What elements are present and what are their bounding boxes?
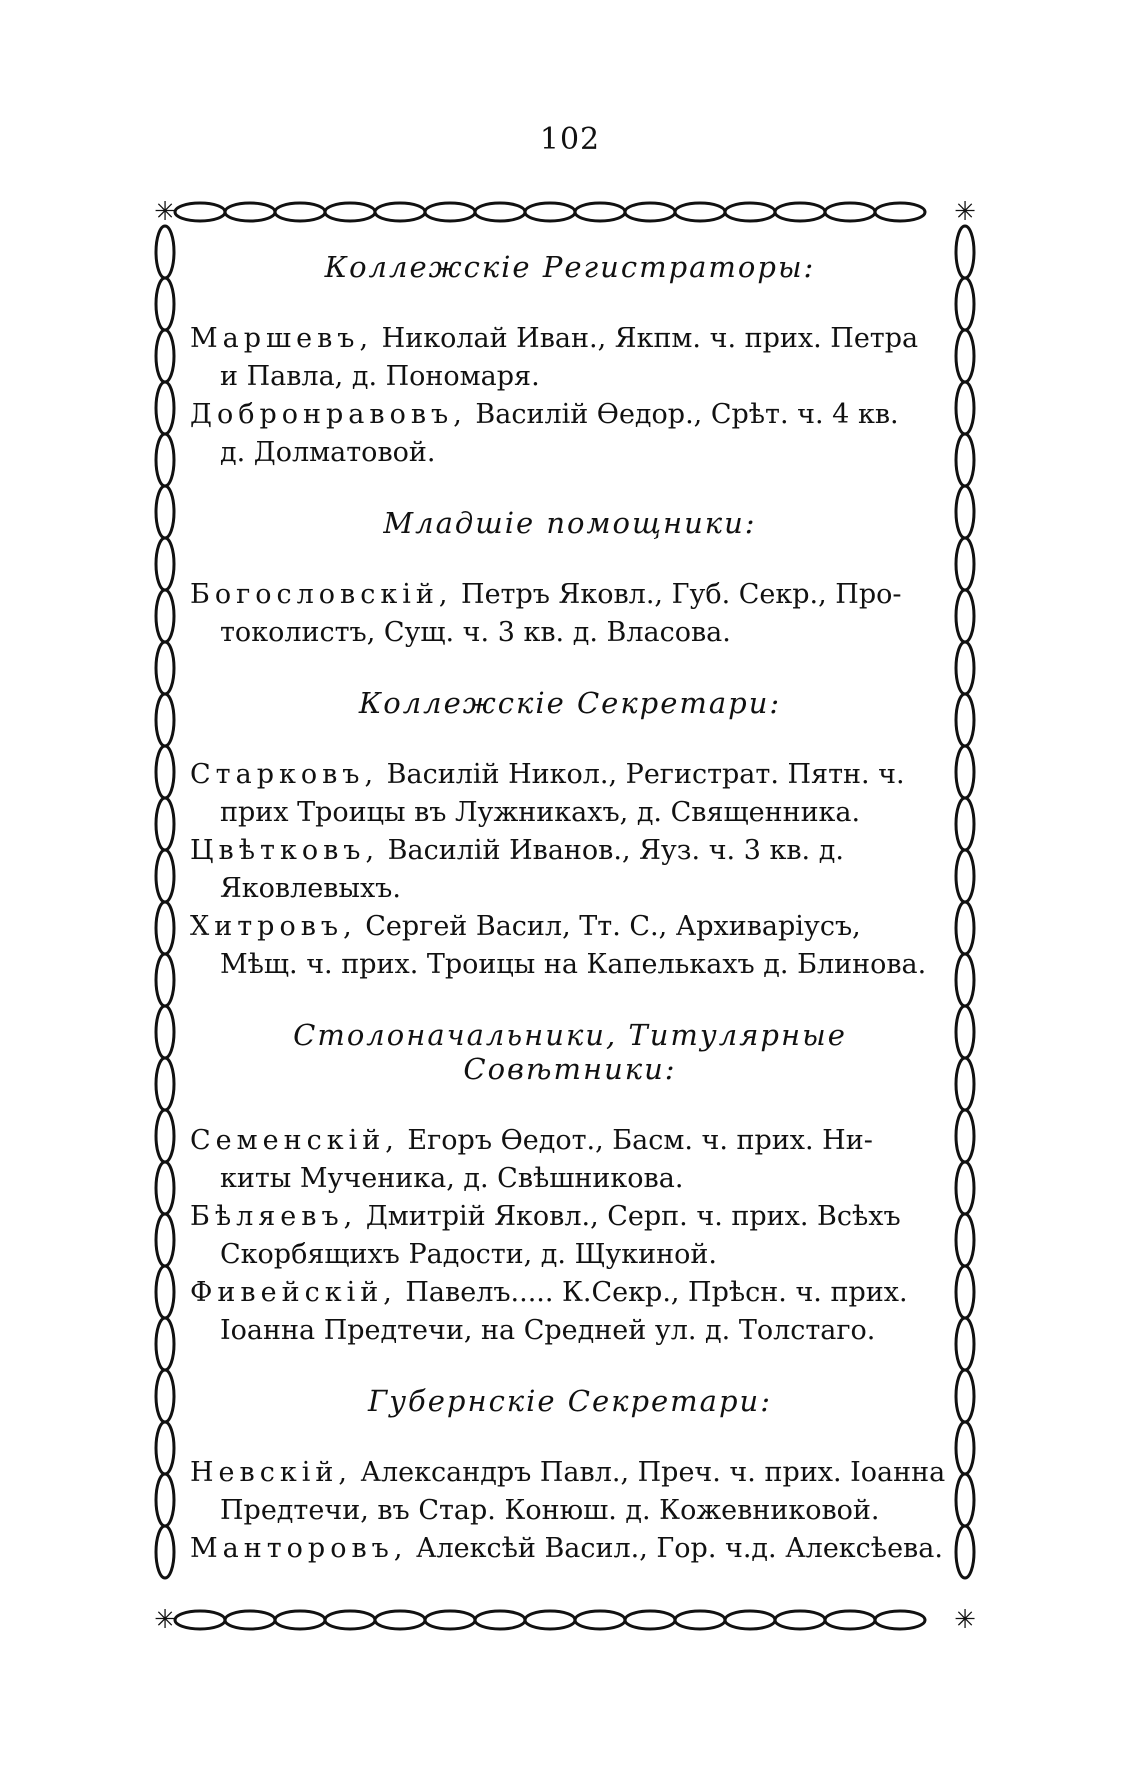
chain-link [956, 1474, 974, 1526]
chain-link [475, 203, 525, 221]
chain-link [375, 203, 425, 221]
chain-link [156, 746, 174, 798]
chain-link [956, 590, 974, 642]
chain-link [156, 330, 174, 382]
chain-link [956, 434, 974, 486]
chain-link [725, 203, 775, 221]
chain-link [156, 954, 174, 1006]
entry-continuation: д. Долматовой. [220, 437, 436, 468]
chain-link [325, 1611, 375, 1629]
chain-link [156, 850, 174, 902]
register-entry [190, 756, 950, 832]
chain-link [575, 203, 625, 221]
chain-link [956, 1318, 974, 1370]
chain-link [156, 1474, 174, 1526]
chain-link [825, 1611, 875, 1629]
section [190, 506, 950, 686]
chain-link [156, 798, 174, 850]
entry-details: Алексѣй Васил., Гор. ч.д. Алексѣева. [416, 1533, 943, 1564]
entry-continuation: и Павла, д. Пономаря. [220, 361, 540, 392]
chain-link [156, 278, 174, 330]
entry-continuation: Скорбящихъ Радости, д. Щукиной. [220, 1239, 717, 1270]
chain-link [175, 1611, 225, 1629]
register-entry [190, 1530, 950, 1568]
section [190, 686, 950, 1018]
entry-continuation: Предтечи, въ Стар. Конюш. д. Кожевниковой. [220, 1495, 880, 1526]
chain-link [675, 1611, 725, 1629]
entry-surname: Невскій, [190, 1457, 352, 1488]
chain-link [956, 1526, 974, 1578]
entry-details: Егоръ Өедот., Басм. ч. прих. Ни- [407, 1125, 873, 1156]
chain-link [956, 1266, 974, 1318]
entry-surname: Маршевъ, [190, 323, 374, 354]
register-entry [190, 908, 950, 984]
chain-link [425, 1611, 475, 1629]
entry-surname: Фивейскій, [190, 1277, 397, 1308]
chain-link [156, 694, 174, 746]
chain-link [156, 590, 174, 642]
chain-link [956, 1110, 974, 1162]
chain-link [956, 226, 974, 278]
section-heading: Губернскіе Секретари: [368, 1384, 772, 1418]
register-entry [190, 396, 950, 472]
section [190, 250, 950, 506]
corner-star-ornament: ✳ [154, 197, 176, 227]
chain-link [525, 203, 575, 221]
chain-link [956, 1370, 974, 1422]
section-heading: Столоначальники, Титулярные Совѣтники: [293, 1018, 847, 1086]
chain-link [156, 1422, 174, 1474]
corner-star-ornament: ✳ [954, 1605, 976, 1635]
section [190, 1018, 950, 1384]
chain-link [956, 798, 974, 850]
chain-link [825, 203, 875, 221]
entry-details: Сергей Васил, Тт. С., Архиваріусъ, [365, 911, 861, 942]
register-entry [190, 1122, 950, 1198]
chain-link [156, 1162, 174, 1214]
section-heading: Младшіе помощники: [383, 506, 757, 540]
chain-link [575, 1611, 625, 1629]
register-entry [190, 1274, 950, 1350]
chain-link [156, 434, 174, 486]
chain-link [225, 203, 275, 221]
register-entry [190, 1454, 950, 1530]
chain-link [156, 642, 174, 694]
chain-link [956, 746, 974, 798]
chain-link [156, 1318, 174, 1370]
chain-link [156, 1006, 174, 1058]
entry-continuation: токолистъ, Сущ. ч. 3 кв. д. Власова. [220, 617, 731, 648]
register-entry [190, 832, 950, 908]
entry-continuation: киты Мученика, д. Свѣшникова. [220, 1163, 684, 1194]
entry-continuation: Мѣщ. ч. прих. Троицы на Капелькахъ д. Блинова. [220, 949, 927, 980]
chain-link [956, 954, 974, 1006]
chain-link [675, 203, 725, 221]
entry-details: Павелъ..... К.Секр., Прѣсн. ч. прих. [405, 1277, 908, 1308]
chain-link [956, 1422, 974, 1474]
chain-link [956, 850, 974, 902]
chain-link [956, 1058, 974, 1110]
chain-link [275, 203, 325, 221]
chain-link [525, 1611, 575, 1629]
chain-link [625, 1611, 675, 1629]
chain-link [956, 486, 974, 538]
section-heading: Коллежскіе Регистраторы: [324, 250, 816, 284]
entry-surname: Бѣляевъ, [190, 1201, 358, 1232]
chain-link [956, 1214, 974, 1266]
chain-link [425, 203, 475, 221]
chain-link [275, 1611, 325, 1629]
chain-link [775, 1611, 825, 1629]
entry-surname: Добронравовъ, [190, 399, 467, 430]
entry-surname: Манторовъ, [190, 1533, 408, 1564]
chain-link [956, 642, 974, 694]
chain-link [156, 902, 174, 954]
chain-link [475, 1611, 525, 1629]
chain-link [956, 382, 974, 434]
chain-link [156, 226, 174, 278]
entry-details: Дмитрій Яковл., Серп. ч. прих. Всѣхъ [365, 1201, 901, 1232]
chain-link [156, 486, 174, 538]
chain-link [625, 203, 675, 221]
entry-details: Николай Иван., Якпм. ч. прих. Петра [381, 323, 919, 354]
entry-surname: Старковъ, [190, 759, 379, 790]
chain-link [956, 1162, 974, 1214]
register-content [190, 250, 950, 1568]
chain-link [375, 1611, 425, 1629]
chain-link [156, 1110, 174, 1162]
chain-link [775, 203, 825, 221]
chain-link [325, 203, 375, 221]
entry-details: Петръ Яковл., Губ. Секр., Про- [461, 579, 902, 610]
section [190, 1384, 950, 1568]
chain-link [156, 382, 174, 434]
chain-link [956, 1006, 974, 1058]
chain-link [156, 1266, 174, 1318]
entry-continuation: Яковлевыхъ. [220, 873, 401, 904]
chain-link [875, 203, 925, 221]
corner-star-ornament: ✳ [954, 197, 976, 227]
entry-surname: Богословскій, [190, 579, 453, 610]
chain-link [875, 1611, 925, 1629]
entry-details: Василій Иванов., Яуз. ч. 3 кв. д. [387, 835, 844, 866]
chain-link [156, 1370, 174, 1422]
entry-details: Василій Никол., Регистрат. Пятн. ч. [386, 759, 905, 790]
chain-link [225, 1611, 275, 1629]
entry-continuation: прих Троицы въ Лужникахъ, д. Священника. [220, 797, 861, 828]
register-entry [190, 576, 950, 652]
chain-link [156, 538, 174, 590]
page-number: 102 [539, 122, 601, 157]
entry-continuation: Іоанна Предтечи, на Средней ул. д. Толстаго. [220, 1315, 876, 1346]
entry-details: Василій Өедор., Срѣт. ч. 4 кв. [475, 399, 899, 430]
chain-link [956, 278, 974, 330]
chain-link [175, 203, 225, 221]
chain-link [956, 902, 974, 954]
entry-surname: Цвѣтковъ, [190, 835, 380, 866]
chain-link [956, 694, 974, 746]
entry-surname: Семенскій, [190, 1125, 399, 1156]
register-entry [190, 320, 950, 396]
entry-surname: Хитровъ, [190, 911, 357, 942]
corner-star-ornament: ✳ [154, 1605, 176, 1635]
chain-link [725, 1611, 775, 1629]
chain-link [156, 1526, 174, 1578]
chain-link [156, 1214, 174, 1266]
chain-link [956, 330, 974, 382]
chain-link [956, 538, 974, 590]
section-heading: Коллежскіе Секретари: [358, 686, 782, 720]
register-entry [190, 1198, 950, 1274]
entry-details: Александръ Павл., Преч. ч. прих. Іоанна [360, 1457, 946, 1488]
chain-link [156, 1058, 174, 1110]
